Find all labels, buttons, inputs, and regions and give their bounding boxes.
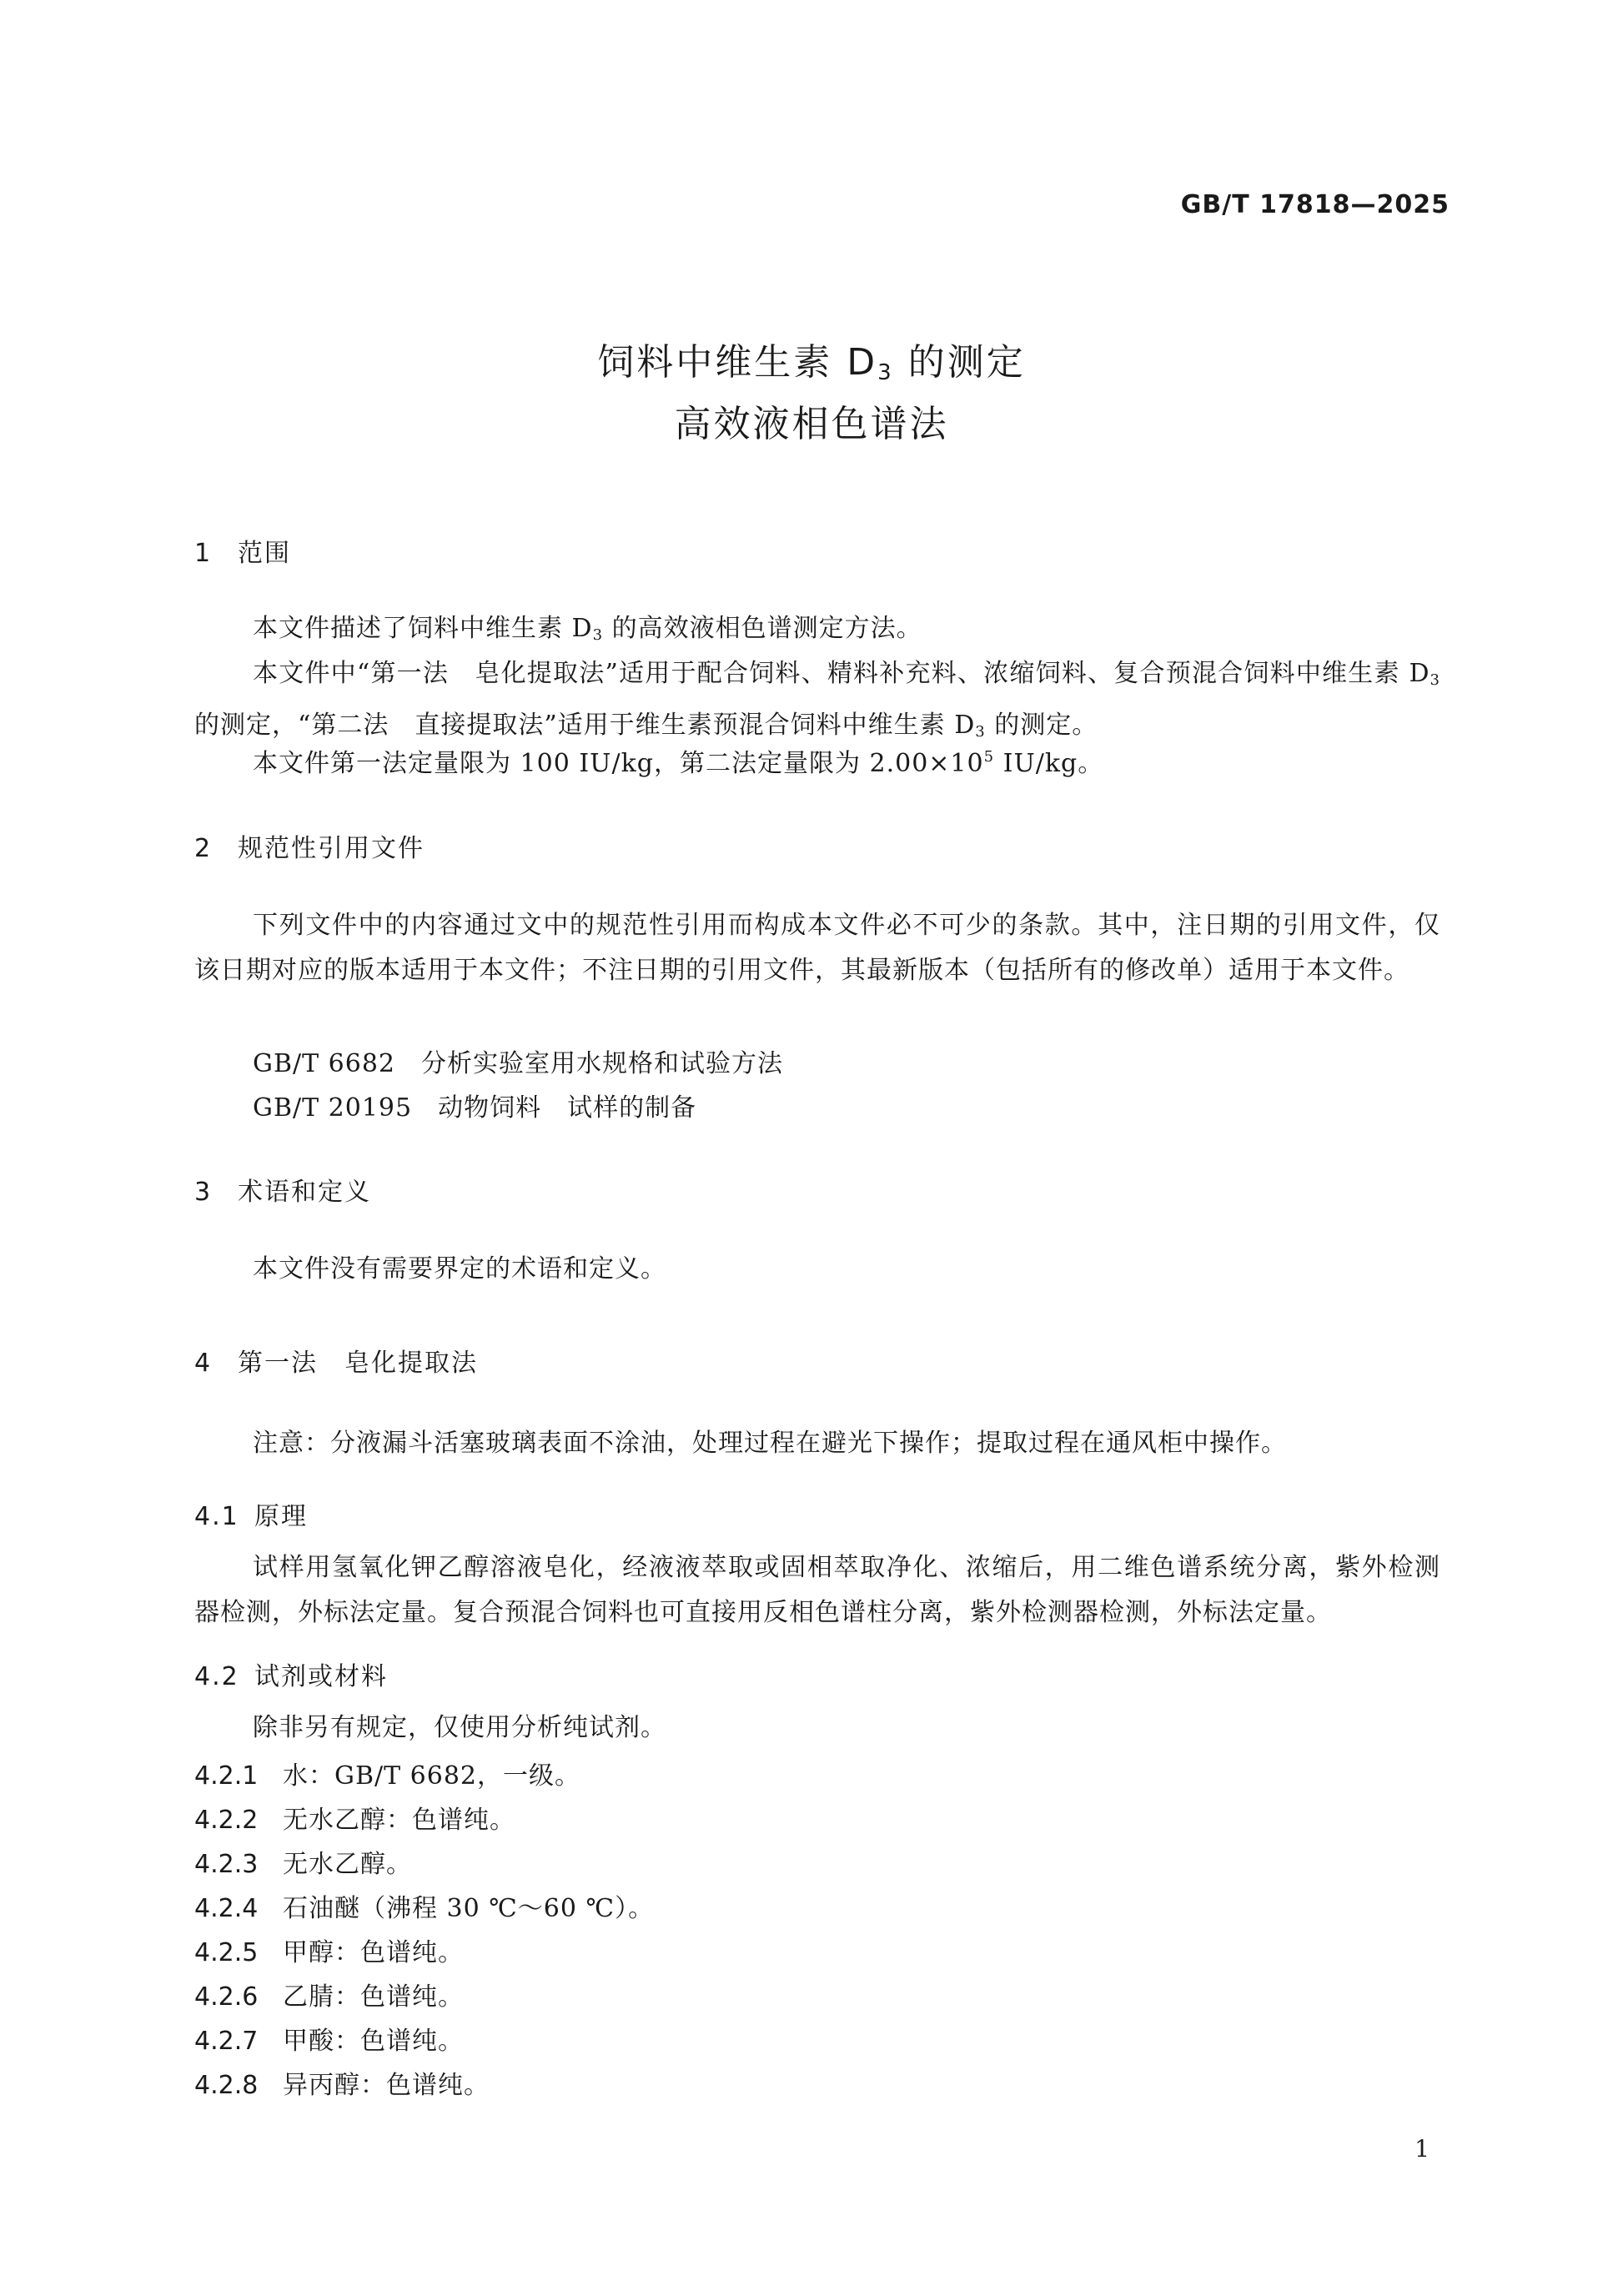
section-heading-method-1: 4 第一法 皂化提取法 [194,1349,478,1378]
scope-paragraph-2: 本文件中“第一法 皂化提取法”适用于配合饲料、精料补充料、浓缩饲料、复合预混合饲料中维生素 $D_3$ 的测定，“第二法 直接提取法”适用于维生素预混合饲料中维生素 $D_3$ 的测定。 [194,659,1440,741]
normative-references-paragraph: 下列文件中的内容通过文中的规范性引用而构成本文件必不可少的条款。其中，注日期的引用文件，仅该日期对应的版本适用于本文件；不注日期的引用文件，其最新版本（包括所有的修改单）适用于本文件。 [194,911,1440,985]
section-heading-terms: 3 术语和定义 [194,1178,371,1207]
scope-paragraph-1: 本文件描述了饲料中维生素 $D_3$ 的高效液相色谱测定方法。 [253,614,922,644]
reagent-item: 4.2.1 水：GB/T 6682，一级。 [194,1761,581,1791]
reagent-item: 4.2.7 甲酸：色谱纯。 [194,2027,464,2056]
terms-paragraph: 本文件没有需要界定的术语和定义。 [253,1254,666,1284]
reagent-item: 4.2.8 异丙醇：色谱纯。 [194,2071,490,2100]
reference-item: GB/T 6682 分析实验室用水规格和试验方法 [253,1049,784,1078]
section-heading-scope: 1 范围 [194,539,291,568]
reagent-item: 4.2.6 乙腈：色谱纯。 [194,1982,464,2012]
subsection-heading-reagents: 4.2 试剂或材料 [194,1662,388,1691]
reference-item: GB/T 20195 动物饲料 试样的制备 [253,1093,697,1123]
reagent-item: 4.2.3 无水乙醇。 [194,1850,412,1879]
reagent-item: 4.2.2 无水乙醇：色谱纯。 [194,1806,515,1835]
principle-paragraph: 试样用氢氧化钾乙醇溶液皂化，经液液萃取或固相萃取净化、浓缩后，用二维色谱系统分离，紫外检测器检测，外标法定量。复合预混合饲料也可直接用反相色谱柱分离，紫外检测器检测，外标法定量。 [194,1553,1440,1627]
scope-paragraph-3: 本文件第一法定量限为 100 IU/kg，第二法定量限为 $2.00\times 10^5$ IU/kg。 [253,748,1104,778]
document-title: 饲料中维生素 $D_3$ 的测定 [597,341,1026,385]
reagents-intro: 除非另有规定，仅使用分析纯试剂。 [253,1713,666,1742]
page-number: 1 [1414,2135,1430,2163]
document-subtitle: 高效液相色谱法 [674,403,949,445]
reagent-item: 4.2.5 甲醇：色谱纯。 [194,1938,464,1967]
reagent-item: 4.2.4 石油醚（沸程 30 ℃～60 ℃）。 [194,1894,655,1923]
safety-notice: 注意：分液漏斗活塞玻璃表面不涂油，处理过程在避光下操作；提取过程在通风柜中操作。 [253,1429,1287,1458]
subsection-heading-principle: 4.1 原理 [194,1502,308,1531]
section-heading-normative-references: 2 规范性引用文件 [194,834,425,863]
standard-code: GB/T 17818—2025 [1180,190,1450,219]
